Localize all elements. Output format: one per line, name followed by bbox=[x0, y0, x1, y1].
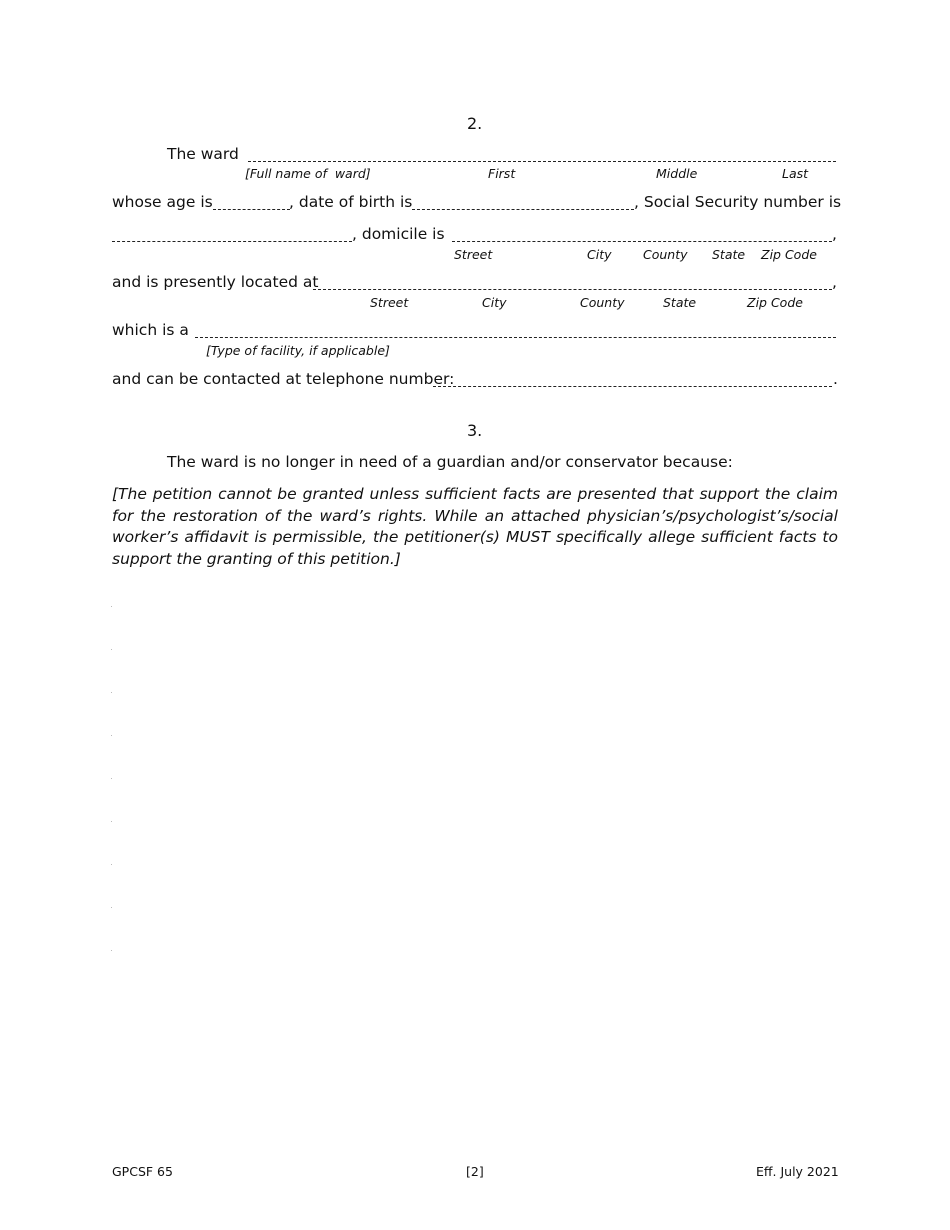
ward-prefix: The ward bbox=[167, 145, 239, 163]
age-prefix: whose age is bbox=[112, 193, 213, 211]
facility-prefix: which is a bbox=[112, 321, 189, 339]
ward-middle-label: Middle bbox=[656, 166, 698, 181]
blank-line-marker bbox=[111, 907, 112, 908]
section-3-instruction: [The petition cannot be granted unless sufficient facts are presented that support the claim for the restoration of the ward’s rights. While an attached physician’s/psychologist’s/social worker’s affidavit is permissible, the petitioner(s) MUST specifically allege sufficient facts to support the granting of this petition.] bbox=[112, 485, 838, 568]
blank-line-marker bbox=[111, 692, 112, 693]
blank-line-marker bbox=[111, 864, 112, 865]
located-prefix: and is presently located at bbox=[112, 273, 319, 291]
domicile-end: , bbox=[832, 225, 837, 243]
dob-prefix: , date of birth is bbox=[289, 193, 413, 211]
domicile-street-label: Street bbox=[454, 247, 493, 262]
blank-line-marker bbox=[111, 606, 112, 607]
domicile-state-label: State bbox=[712, 247, 746, 262]
blank-line-marker bbox=[111, 778, 112, 779]
ssn-field[interactable] bbox=[112, 241, 352, 242]
footer-form-id: GPCSF 65 bbox=[112, 1164, 173, 1179]
phone-end: . bbox=[833, 370, 838, 388]
ssn-suffix: , Social Security number is bbox=[634, 193, 842, 211]
section-3-statement: The ward is no longer in need of a guardian and/or conservator because: bbox=[167, 453, 733, 471]
located-state-label: State bbox=[663, 295, 697, 310]
located-zip-label: Zip Code bbox=[747, 295, 803, 310]
blank-line-marker bbox=[111, 649, 112, 650]
located-street-label: Street bbox=[370, 295, 409, 310]
located-field[interactable] bbox=[313, 289, 832, 290]
facility-field[interactable] bbox=[195, 337, 836, 338]
age-field[interactable] bbox=[213, 209, 290, 210]
phone-field[interactable] bbox=[433, 386, 832, 387]
domicile-prefix: , domicile is bbox=[352, 225, 445, 243]
domicile-zip-label: Zip Code bbox=[761, 247, 817, 262]
phone-prefix: and can be contacted at telephone number: bbox=[112, 370, 455, 388]
located-city-label: City bbox=[482, 295, 507, 310]
blank-line-marker bbox=[111, 950, 112, 951]
footer-page-number: [2] bbox=[466, 1164, 484, 1179]
footer-effective-date: Eff. July 2021 bbox=[756, 1164, 839, 1179]
domicile-field[interactable] bbox=[452, 241, 832, 242]
section-2-number: 2. bbox=[467, 114, 483, 133]
domicile-county-label: County bbox=[643, 247, 688, 262]
ward-full-name-label: [Full name of ward] bbox=[245, 166, 371, 181]
located-county-label: County bbox=[580, 295, 625, 310]
blank-line-marker bbox=[111, 735, 112, 736]
blank-line-marker bbox=[111, 821, 112, 822]
domicile-city-label: City bbox=[587, 247, 612, 262]
section-3-number: 3. bbox=[467, 421, 483, 440]
located-end: , bbox=[832, 273, 837, 291]
ward-name-field[interactable] bbox=[248, 161, 836, 162]
ward-first-label: First bbox=[488, 166, 516, 181]
ward-last-label: Last bbox=[782, 166, 809, 181]
facility-label: [Type of facility, if applicable] bbox=[206, 343, 390, 358]
dob-field[interactable] bbox=[412, 209, 634, 210]
